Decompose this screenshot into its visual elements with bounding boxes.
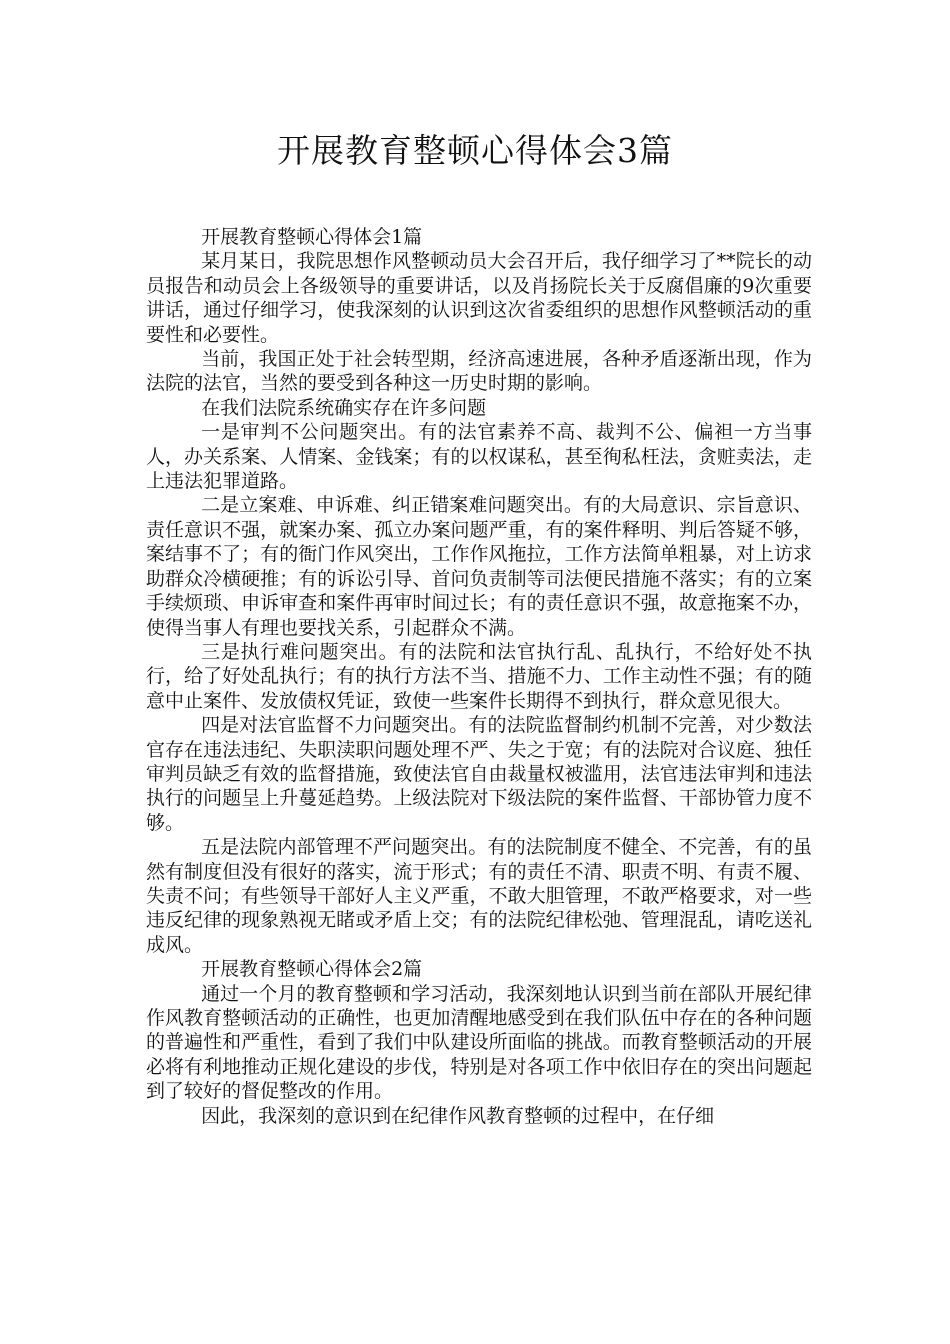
paragraph-section2-cont: 因此，我深刻的意识到在纪律作风教育整顿的过程中，在仔细	[201, 1104, 715, 1127]
paragraph-problem-2: 二是立案难、申诉难、纠正错案难问题突出。有的大局意识、宗旨意识、责任意识不强，就案办案、孤立办案问题严重，有的案件释明、判后答疑不够，案结事不了；有的衙门作风突出，工作作风拖拉，工作方法简单粗暴，对上访求助群众冷横硬推；有的诉讼引导、首问负责制等司法便民措施不落实；有的立案手续烦琐、申诉审查和案件再审时间过长；有的责任意识不强，故意拖案不办，使得当事人有理也要找关系，引起群众不满。	[146, 494, 812, 639]
document-title: 开展教育整顿心得体会3篇	[277, 131, 673, 170]
section-heading-1: 开展教育整顿心得体会1篇	[201, 226, 423, 248]
section-heading-2: 开展教育整顿心得体会2篇	[201, 958, 423, 981]
document-body	[146, 225, 812, 1128]
paragraph-problem-3: 三是执行难问题突出。有的法院和法官执行乱、乱执行，不给好处不执行，给了好处乱执行；有的执行方法不当、措施不力、工作主动性不强；有的随意中止案件、发放债权凭证，致使一些案件长期得不到执行，群众意见很大。	[146, 640, 812, 712]
paragraph-problem-4: 四是对法官监督不力问题突出。有的法院监督制约机制不完善，对少数法官存在违法违纪、失职渎职问题处理不严、失之于宽；有的法院对合议庭、独任审判员缺乏有效的监督措施，致使法官自由裁量权被滥用，法官违法审判和违法执行的问题呈上升蔓延趋势。上级法院对下级法院的案件监督、干部协管力度不够。	[146, 714, 812, 834]
paragraph-section2-intro: 通过一个月的教育整顿和学习活动，我深刻地认识到当前在部队开展纪律作风教育整顿活动的正确性，也更加清醒地感受到在我们队伍中存在的各种问题的普遍性和严重性，看到了我们中队建设所面临的挑战。而教育整顿活动的开展必将有利地推动正规化建设的步伐，特别是对各项工作中依旧存在的突出问题起到了较好的督促整改的作用。	[146, 982, 812, 1103]
paragraph-problems-lead: 在我们法院系统确实存在许多问题	[201, 396, 487, 419]
paragraph-problem-5: 五是法院内部管理不严问题突出。有的法院制度不健全、不完善，有的虽然有制度但没有很好的落实，流于形式；有的责任不清、职责不明、有责不履、失责不问；有些领导干部好人主义严重，不敢大胆管理，不敢严格要求，对一些违反纪律的现象熟视无睹或矛盾上交；有的法院纪律松弛、管理混乱，请吃送礼成风。	[146, 836, 812, 956]
paragraph-problem-1: 一是审判不公问题突出。有的法官素养不高、裁判不公、偏袒一方当事人，办关系案、人情案、金钱案；有的以权谋私，甚至徇私枉法，贪赃卖法，走上违法犯罪道路。	[146, 421, 812, 493]
paragraph-intro: 某月某日，我院思想作风整顿动员大会召开后，我仔细学习了**院长的动员报告和动员会上各级领导的重要讲话，以及肖扬院长关于反腐倡廉的9次重要讲话，通过仔细学习，使我深刻的认识到这次省委组织的思想作风整顿活动的重要性和必要性。	[146, 250, 812, 346]
paragraph-context: 当前，我国正处于社会转型期，经济高速进展，各种矛盾逐渐出现，作为法院的法官，当然的要受到各种这一历史时期的影响。	[146, 348, 812, 395]
